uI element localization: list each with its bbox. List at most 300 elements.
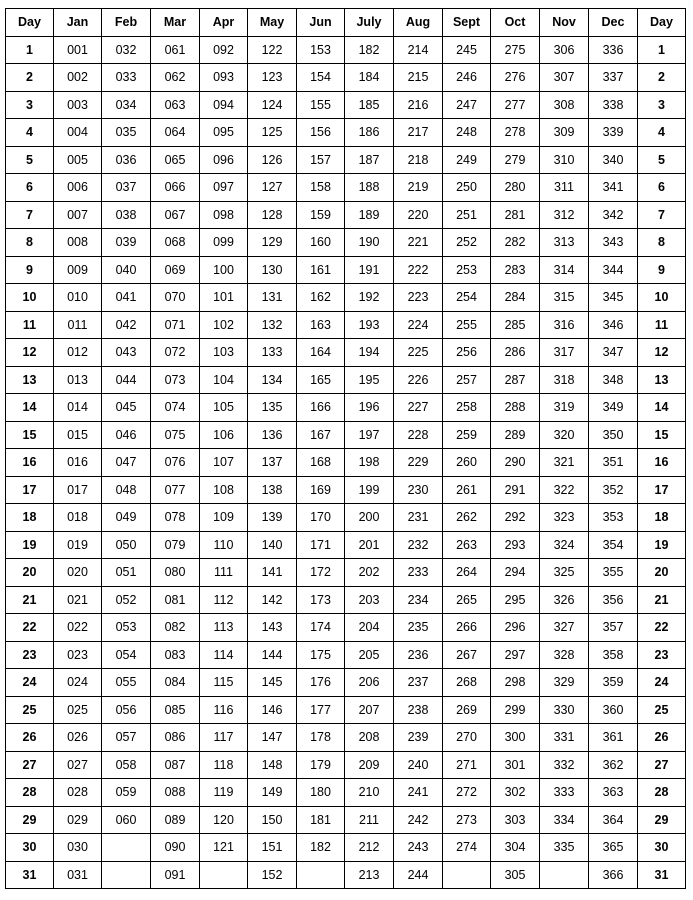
julian-day-cell: 217 bbox=[394, 119, 443, 147]
julian-day-cell: 204 bbox=[345, 614, 394, 642]
julian-day-cell: 335 bbox=[540, 834, 589, 862]
julian-day-cell: 284 bbox=[491, 284, 540, 312]
julian-day-cell: 037 bbox=[102, 174, 151, 202]
day-number-cell: 4 bbox=[638, 119, 686, 147]
julian-day-cell: 334 bbox=[540, 806, 589, 834]
julian-day-cell: 027 bbox=[54, 751, 102, 779]
day-number-cell: 14 bbox=[6, 394, 54, 422]
julian-day-cell: 216 bbox=[394, 91, 443, 119]
julian-day-cell: 345 bbox=[589, 284, 638, 312]
table-row bbox=[6, 586, 686, 614]
julian-day-cell: 076 bbox=[151, 449, 200, 477]
julian-day-cell: 163 bbox=[297, 311, 345, 339]
julian-day-cell: 139 bbox=[248, 504, 297, 532]
julian-day-cell: 329 bbox=[540, 669, 589, 697]
day-number-cell: 23 bbox=[6, 641, 54, 669]
julian-day-cell: 267 bbox=[443, 641, 491, 669]
julian-day-cell: 364 bbox=[589, 806, 638, 834]
julian-day-cell: 198 bbox=[345, 449, 394, 477]
header-row bbox=[6, 9, 686, 37]
julian-day-cell: 254 bbox=[443, 284, 491, 312]
table-row bbox=[6, 421, 686, 449]
julian-day-cell: 193 bbox=[345, 311, 394, 339]
julian-day-cell: 062 bbox=[151, 64, 200, 92]
day-number-cell: 27 bbox=[6, 751, 54, 779]
julian-day-cell: 106 bbox=[200, 421, 248, 449]
julian-day-cell: 302 bbox=[491, 779, 540, 807]
julian-day-cell: 280 bbox=[491, 174, 540, 202]
julian-day-cell: 224 bbox=[394, 311, 443, 339]
julian-day-cell: 262 bbox=[443, 504, 491, 532]
julian-day-cell: 124 bbox=[248, 91, 297, 119]
julian-day-cell: 355 bbox=[589, 559, 638, 587]
table-row bbox=[6, 559, 686, 587]
table-row bbox=[6, 229, 686, 257]
julian-day-cell: 346 bbox=[589, 311, 638, 339]
day-number-cell: 14 bbox=[638, 394, 686, 422]
julian-day-cell: 263 bbox=[443, 531, 491, 559]
table-body bbox=[6, 36, 686, 889]
julian-day-cell: 115 bbox=[200, 669, 248, 697]
julian-day-cell: 184 bbox=[345, 64, 394, 92]
julian-day-cell: 341 bbox=[589, 174, 638, 202]
julian-day-cell: 323 bbox=[540, 504, 589, 532]
julian-day-cell: 055 bbox=[102, 669, 151, 697]
day-number-cell: 12 bbox=[638, 339, 686, 367]
julian-day-cell: 264 bbox=[443, 559, 491, 587]
julian-day-cell: 168 bbox=[297, 449, 345, 477]
julian-day-cell: 103 bbox=[200, 339, 248, 367]
julian-day-cell: 075 bbox=[151, 421, 200, 449]
julian-day-cell: 299 bbox=[491, 696, 540, 724]
day-number-cell: 13 bbox=[638, 366, 686, 394]
julian-day-cell: 249 bbox=[443, 146, 491, 174]
julian-day-cell: 210 bbox=[345, 779, 394, 807]
julian-day-cell bbox=[443, 861, 491, 889]
julian-day-cell: 190 bbox=[345, 229, 394, 257]
julian-day-cell: 140 bbox=[248, 531, 297, 559]
julian-day-cell: 170 bbox=[297, 504, 345, 532]
month-column-header: May bbox=[248, 9, 297, 37]
julian-day-cell: 158 bbox=[297, 174, 345, 202]
day-number-cell: 3 bbox=[638, 91, 686, 119]
julian-day-cell: 104 bbox=[200, 366, 248, 394]
julian-day-cell: 080 bbox=[151, 559, 200, 587]
julian-day-cell: 277 bbox=[491, 91, 540, 119]
julian-day-cell: 119 bbox=[200, 779, 248, 807]
julian-day-cell: 081 bbox=[151, 586, 200, 614]
julian-day-cell: 128 bbox=[248, 201, 297, 229]
day-number-cell: 24 bbox=[6, 669, 54, 697]
day-number-cell: 6 bbox=[6, 174, 54, 202]
julian-day-cell: 152 bbox=[248, 861, 297, 889]
table-row bbox=[6, 201, 686, 229]
julian-day-cell: 035 bbox=[102, 119, 151, 147]
julian-day-cell: 248 bbox=[443, 119, 491, 147]
julian-day-cell: 272 bbox=[443, 779, 491, 807]
julian-day-cell: 252 bbox=[443, 229, 491, 257]
julian-day-cell: 031 bbox=[54, 861, 102, 889]
julian-day-cell: 339 bbox=[589, 119, 638, 147]
julian-day-cell: 165 bbox=[297, 366, 345, 394]
julian-day-cell: 082 bbox=[151, 614, 200, 642]
julian-day-cell: 146 bbox=[248, 696, 297, 724]
julian-day-cell: 004 bbox=[54, 119, 102, 147]
julian-day-cell: 097 bbox=[200, 174, 248, 202]
julian-day-cell: 202 bbox=[345, 559, 394, 587]
julian-day-cell: 300 bbox=[491, 724, 540, 752]
day-number-cell: 18 bbox=[638, 504, 686, 532]
day-number-cell: 5 bbox=[638, 146, 686, 174]
julian-day-cell: 007 bbox=[54, 201, 102, 229]
julian-day-cell: 321 bbox=[540, 449, 589, 477]
julian-day-cell: 287 bbox=[491, 366, 540, 394]
julian-day-cell: 100 bbox=[200, 256, 248, 284]
day-number-cell: 18 bbox=[6, 504, 54, 532]
julian-day-cell: 175 bbox=[297, 641, 345, 669]
julian-day-cell: 145 bbox=[248, 669, 297, 697]
julian-day-cell: 113 bbox=[200, 614, 248, 642]
julian-day-cell: 215 bbox=[394, 64, 443, 92]
table-row bbox=[6, 476, 686, 504]
julian-day-cell: 020 bbox=[54, 559, 102, 587]
julian-day-cell: 260 bbox=[443, 449, 491, 477]
day-number-cell: 15 bbox=[6, 421, 54, 449]
julian-day-cell: 156 bbox=[297, 119, 345, 147]
julian-day-cell: 138 bbox=[248, 476, 297, 504]
julian-day-cell: 166 bbox=[297, 394, 345, 422]
julian-day-cell: 360 bbox=[589, 696, 638, 724]
julian-day-cell: 276 bbox=[491, 64, 540, 92]
julian-day-cell: 318 bbox=[540, 366, 589, 394]
table-row bbox=[6, 339, 686, 367]
julian-day-cell: 293 bbox=[491, 531, 540, 559]
julian-day-cell: 056 bbox=[102, 696, 151, 724]
day-number-cell: 21 bbox=[6, 586, 54, 614]
julian-day-cell: 194 bbox=[345, 339, 394, 367]
julian-day-cell: 305 bbox=[491, 861, 540, 889]
julian-day-cell: 177 bbox=[297, 696, 345, 724]
julian-day-cell: 045 bbox=[102, 394, 151, 422]
julian-day-cell: 111 bbox=[200, 559, 248, 587]
julian-day-cell bbox=[102, 834, 151, 862]
julian-day-cell: 337 bbox=[589, 64, 638, 92]
julian-day-cell: 270 bbox=[443, 724, 491, 752]
day-number-cell: 19 bbox=[6, 531, 54, 559]
julian-day-cell: 058 bbox=[102, 751, 151, 779]
julian-day-cell: 129 bbox=[248, 229, 297, 257]
julian-day-cell: 065 bbox=[151, 146, 200, 174]
julian-day-cell: 235 bbox=[394, 614, 443, 642]
month-column-header: Dec bbox=[589, 9, 638, 37]
julian-day-cell: 016 bbox=[54, 449, 102, 477]
day-number-cell: 9 bbox=[638, 256, 686, 284]
table-row bbox=[6, 449, 686, 477]
julian-day-cell: 176 bbox=[297, 669, 345, 697]
julian-day-cell: 320 bbox=[540, 421, 589, 449]
julian-day-cell: 089 bbox=[151, 806, 200, 834]
julian-day-cell: 363 bbox=[589, 779, 638, 807]
day-number-cell: 27 bbox=[638, 751, 686, 779]
julian-day-cell: 365 bbox=[589, 834, 638, 862]
month-column-header: Jun bbox=[297, 9, 345, 37]
julian-day-cell: 308 bbox=[540, 91, 589, 119]
julian-day-cell: 349 bbox=[589, 394, 638, 422]
table-row bbox=[6, 504, 686, 532]
julian-day-cell: 209 bbox=[345, 751, 394, 779]
julian-day-cell: 022 bbox=[54, 614, 102, 642]
day-number-cell: 4 bbox=[6, 119, 54, 147]
julian-day-cell: 201 bbox=[345, 531, 394, 559]
julian-day-cell: 352 bbox=[589, 476, 638, 504]
julian-day-cell: 268 bbox=[443, 669, 491, 697]
day-number-cell: 28 bbox=[6, 779, 54, 807]
julian-day-cell: 068 bbox=[151, 229, 200, 257]
julian-day-cell: 142 bbox=[248, 586, 297, 614]
julian-day-cell: 063 bbox=[151, 91, 200, 119]
julian-day-cell: 044 bbox=[102, 366, 151, 394]
julian-day-cell: 040 bbox=[102, 256, 151, 284]
julian-day-cell: 220 bbox=[394, 201, 443, 229]
julian-day-cell: 291 bbox=[491, 476, 540, 504]
julian-day-cell: 274 bbox=[443, 834, 491, 862]
day-number-cell: 26 bbox=[6, 724, 54, 752]
day-number-cell: 3 bbox=[6, 91, 54, 119]
julian-day-cell: 067 bbox=[151, 201, 200, 229]
julian-day-cell: 238 bbox=[394, 696, 443, 724]
julian-day-cell: 358 bbox=[589, 641, 638, 669]
julian-day-cell: 212 bbox=[345, 834, 394, 862]
julian-day-cell: 233 bbox=[394, 559, 443, 587]
julian-day-cell: 011 bbox=[54, 311, 102, 339]
julian-day-cell: 250 bbox=[443, 174, 491, 202]
julian-day-cell: 282 bbox=[491, 229, 540, 257]
julian-day-cell: 199 bbox=[345, 476, 394, 504]
julian-day-cell: 098 bbox=[200, 201, 248, 229]
julian-day-cell: 051 bbox=[102, 559, 151, 587]
julian-day-cell: 312 bbox=[540, 201, 589, 229]
julian-day-cell: 155 bbox=[297, 91, 345, 119]
julian-day-cell: 289 bbox=[491, 421, 540, 449]
julian-day-cell: 247 bbox=[443, 91, 491, 119]
month-column-header: Aug bbox=[394, 9, 443, 37]
julian-day-cell: 049 bbox=[102, 504, 151, 532]
julian-day-cell: 223 bbox=[394, 284, 443, 312]
julian-day-cell: 135 bbox=[248, 394, 297, 422]
day-number-cell: 25 bbox=[638, 696, 686, 724]
julian-day-cell: 350 bbox=[589, 421, 638, 449]
julian-day-cell: 356 bbox=[589, 586, 638, 614]
julian-day-cell: 182 bbox=[297, 834, 345, 862]
julian-day-cell: 084 bbox=[151, 669, 200, 697]
julian-day-cell: 271 bbox=[443, 751, 491, 779]
julian-day-cell: 232 bbox=[394, 531, 443, 559]
day-number-cell: 20 bbox=[6, 559, 54, 587]
day-number-cell: 23 bbox=[638, 641, 686, 669]
julian-day-cell: 105 bbox=[200, 394, 248, 422]
julian-day-cell: 088 bbox=[151, 779, 200, 807]
julian-day-cell: 246 bbox=[443, 64, 491, 92]
julian-day-cell: 005 bbox=[54, 146, 102, 174]
julian-day-cell: 149 bbox=[248, 779, 297, 807]
julian-day-cell: 336 bbox=[589, 36, 638, 64]
julian-day-cell: 001 bbox=[54, 36, 102, 64]
julian-day-cell: 112 bbox=[200, 586, 248, 614]
table-row bbox=[6, 834, 686, 862]
julian-day-cell: 236 bbox=[394, 641, 443, 669]
julian-day-cell: 185 bbox=[345, 91, 394, 119]
julian-day-cell: 066 bbox=[151, 174, 200, 202]
julian-day-cell: 154 bbox=[297, 64, 345, 92]
julian-day-cell: 229 bbox=[394, 449, 443, 477]
day-number-cell: 1 bbox=[6, 36, 54, 64]
julian-day-cell: 221 bbox=[394, 229, 443, 257]
julian-day-cell: 157 bbox=[297, 146, 345, 174]
month-column-header: Jan bbox=[54, 9, 102, 37]
julian-day-cell: 003 bbox=[54, 91, 102, 119]
day-number-cell: 10 bbox=[6, 284, 54, 312]
julian-day-cell: 257 bbox=[443, 366, 491, 394]
julian-day-cell: 188 bbox=[345, 174, 394, 202]
table-row bbox=[6, 861, 686, 889]
table-row bbox=[6, 751, 686, 779]
julian-day-cell: 186 bbox=[345, 119, 394, 147]
month-column-header: Oct bbox=[491, 9, 540, 37]
julian-day-cell: 214 bbox=[394, 36, 443, 64]
julian-day-cell: 132 bbox=[248, 311, 297, 339]
julian-day-cell: 178 bbox=[297, 724, 345, 752]
julian-day-cell: 309 bbox=[540, 119, 589, 147]
julian-day-cell: 278 bbox=[491, 119, 540, 147]
month-column-header: Mar bbox=[151, 9, 200, 37]
julian-day-cell: 162 bbox=[297, 284, 345, 312]
table-row bbox=[6, 311, 686, 339]
julian-day-cell: 024 bbox=[54, 669, 102, 697]
day-number-cell: 31 bbox=[6, 861, 54, 889]
table-row bbox=[6, 284, 686, 312]
julian-day-cell: 245 bbox=[443, 36, 491, 64]
month-column-header: Nov bbox=[540, 9, 589, 37]
julian-day-cell: 285 bbox=[491, 311, 540, 339]
julian-day-cell: 239 bbox=[394, 724, 443, 752]
julian-day-cell: 053 bbox=[102, 614, 151, 642]
julian-day-cell: 002 bbox=[54, 64, 102, 92]
julian-day-cell: 340 bbox=[589, 146, 638, 174]
julian-day-cell: 173 bbox=[297, 586, 345, 614]
julian-day-cell: 118 bbox=[200, 751, 248, 779]
day-number-cell: 11 bbox=[638, 311, 686, 339]
julian-day-cell: 200 bbox=[345, 504, 394, 532]
julian-day-cell: 014 bbox=[54, 394, 102, 422]
month-column-header: Sept bbox=[443, 9, 491, 37]
julian-day-cell: 317 bbox=[540, 339, 589, 367]
julian-day-cell: 034 bbox=[102, 91, 151, 119]
julian-day-cell: 047 bbox=[102, 449, 151, 477]
julian-day-cell: 172 bbox=[297, 559, 345, 587]
julian-day-cell: 032 bbox=[102, 36, 151, 64]
day-number-cell: 17 bbox=[638, 476, 686, 504]
day-number-cell: 2 bbox=[6, 64, 54, 92]
julian-day-cell: 009 bbox=[54, 256, 102, 284]
julian-day-cell: 091 bbox=[151, 861, 200, 889]
day-number-cell: 19 bbox=[638, 531, 686, 559]
month-column-header: July bbox=[345, 9, 394, 37]
julian-day-cell: 304 bbox=[491, 834, 540, 862]
julian-day-cell: 208 bbox=[345, 724, 394, 752]
day-number-cell: 6 bbox=[638, 174, 686, 202]
julian-day-cell: 078 bbox=[151, 504, 200, 532]
julian-day-cell: 099 bbox=[200, 229, 248, 257]
julian-day-cell: 116 bbox=[200, 696, 248, 724]
julian-day-cell: 182 bbox=[345, 36, 394, 64]
day-number-cell: 10 bbox=[638, 284, 686, 312]
julian-day-cell: 222 bbox=[394, 256, 443, 284]
day-number-cell: 25 bbox=[6, 696, 54, 724]
day-number-cell: 15 bbox=[638, 421, 686, 449]
julian-day-cell: 144 bbox=[248, 641, 297, 669]
julian-day-cell: 017 bbox=[54, 476, 102, 504]
julian-day-cell: 230 bbox=[394, 476, 443, 504]
julian-day-cell: 325 bbox=[540, 559, 589, 587]
julian-day-cell: 046 bbox=[102, 421, 151, 449]
julian-day-cell: 147 bbox=[248, 724, 297, 752]
julian-day-cell: 029 bbox=[54, 806, 102, 834]
julian-day-cell: 048 bbox=[102, 476, 151, 504]
julian-day-cell: 060 bbox=[102, 806, 151, 834]
julian-day-cell: 141 bbox=[248, 559, 297, 587]
day-number-cell: 24 bbox=[638, 669, 686, 697]
julian-day-cell: 351 bbox=[589, 449, 638, 477]
julian-day-cell: 366 bbox=[589, 861, 638, 889]
day-number-cell: 22 bbox=[6, 614, 54, 642]
table-row bbox=[6, 174, 686, 202]
julian-day-cell: 095 bbox=[200, 119, 248, 147]
table-row bbox=[6, 366, 686, 394]
julian-day-cell: 328 bbox=[540, 641, 589, 669]
julian-day-cell: 242 bbox=[394, 806, 443, 834]
julian-day-cell bbox=[200, 861, 248, 889]
julian-day-cell: 134 bbox=[248, 366, 297, 394]
day-number-cell: 26 bbox=[638, 724, 686, 752]
julian-day-cell: 107 bbox=[200, 449, 248, 477]
day-number-cell: 7 bbox=[638, 201, 686, 229]
julian-day-cell: 126 bbox=[248, 146, 297, 174]
julian-day-cell: 019 bbox=[54, 531, 102, 559]
julian-day-cell: 324 bbox=[540, 531, 589, 559]
julian-day-cell: 136 bbox=[248, 421, 297, 449]
julian-day-cell: 296 bbox=[491, 614, 540, 642]
julian-day-cell: 050 bbox=[102, 531, 151, 559]
day-number-cell: 30 bbox=[6, 834, 54, 862]
julian-day-cell: 033 bbox=[102, 64, 151, 92]
julian-day-cell: 072 bbox=[151, 339, 200, 367]
julian-day-cell: 025 bbox=[54, 696, 102, 724]
day-number-cell: 7 bbox=[6, 201, 54, 229]
julian-day-cell: 039 bbox=[102, 229, 151, 257]
julian-day-cell: 333 bbox=[540, 779, 589, 807]
julian-day-cell: 010 bbox=[54, 284, 102, 312]
julian-day-cell: 179 bbox=[297, 751, 345, 779]
julian-day-cell: 092 bbox=[200, 36, 248, 64]
julian-day-cell: 306 bbox=[540, 36, 589, 64]
julian-day-cell: 143 bbox=[248, 614, 297, 642]
day-number-cell: 16 bbox=[638, 449, 686, 477]
day-number-cell: 9 bbox=[6, 256, 54, 284]
julian-day-cell: 054 bbox=[102, 641, 151, 669]
julian-day-cell: 218 bbox=[394, 146, 443, 174]
day-number-cell: 12 bbox=[6, 339, 54, 367]
day-number-cell: 21 bbox=[638, 586, 686, 614]
